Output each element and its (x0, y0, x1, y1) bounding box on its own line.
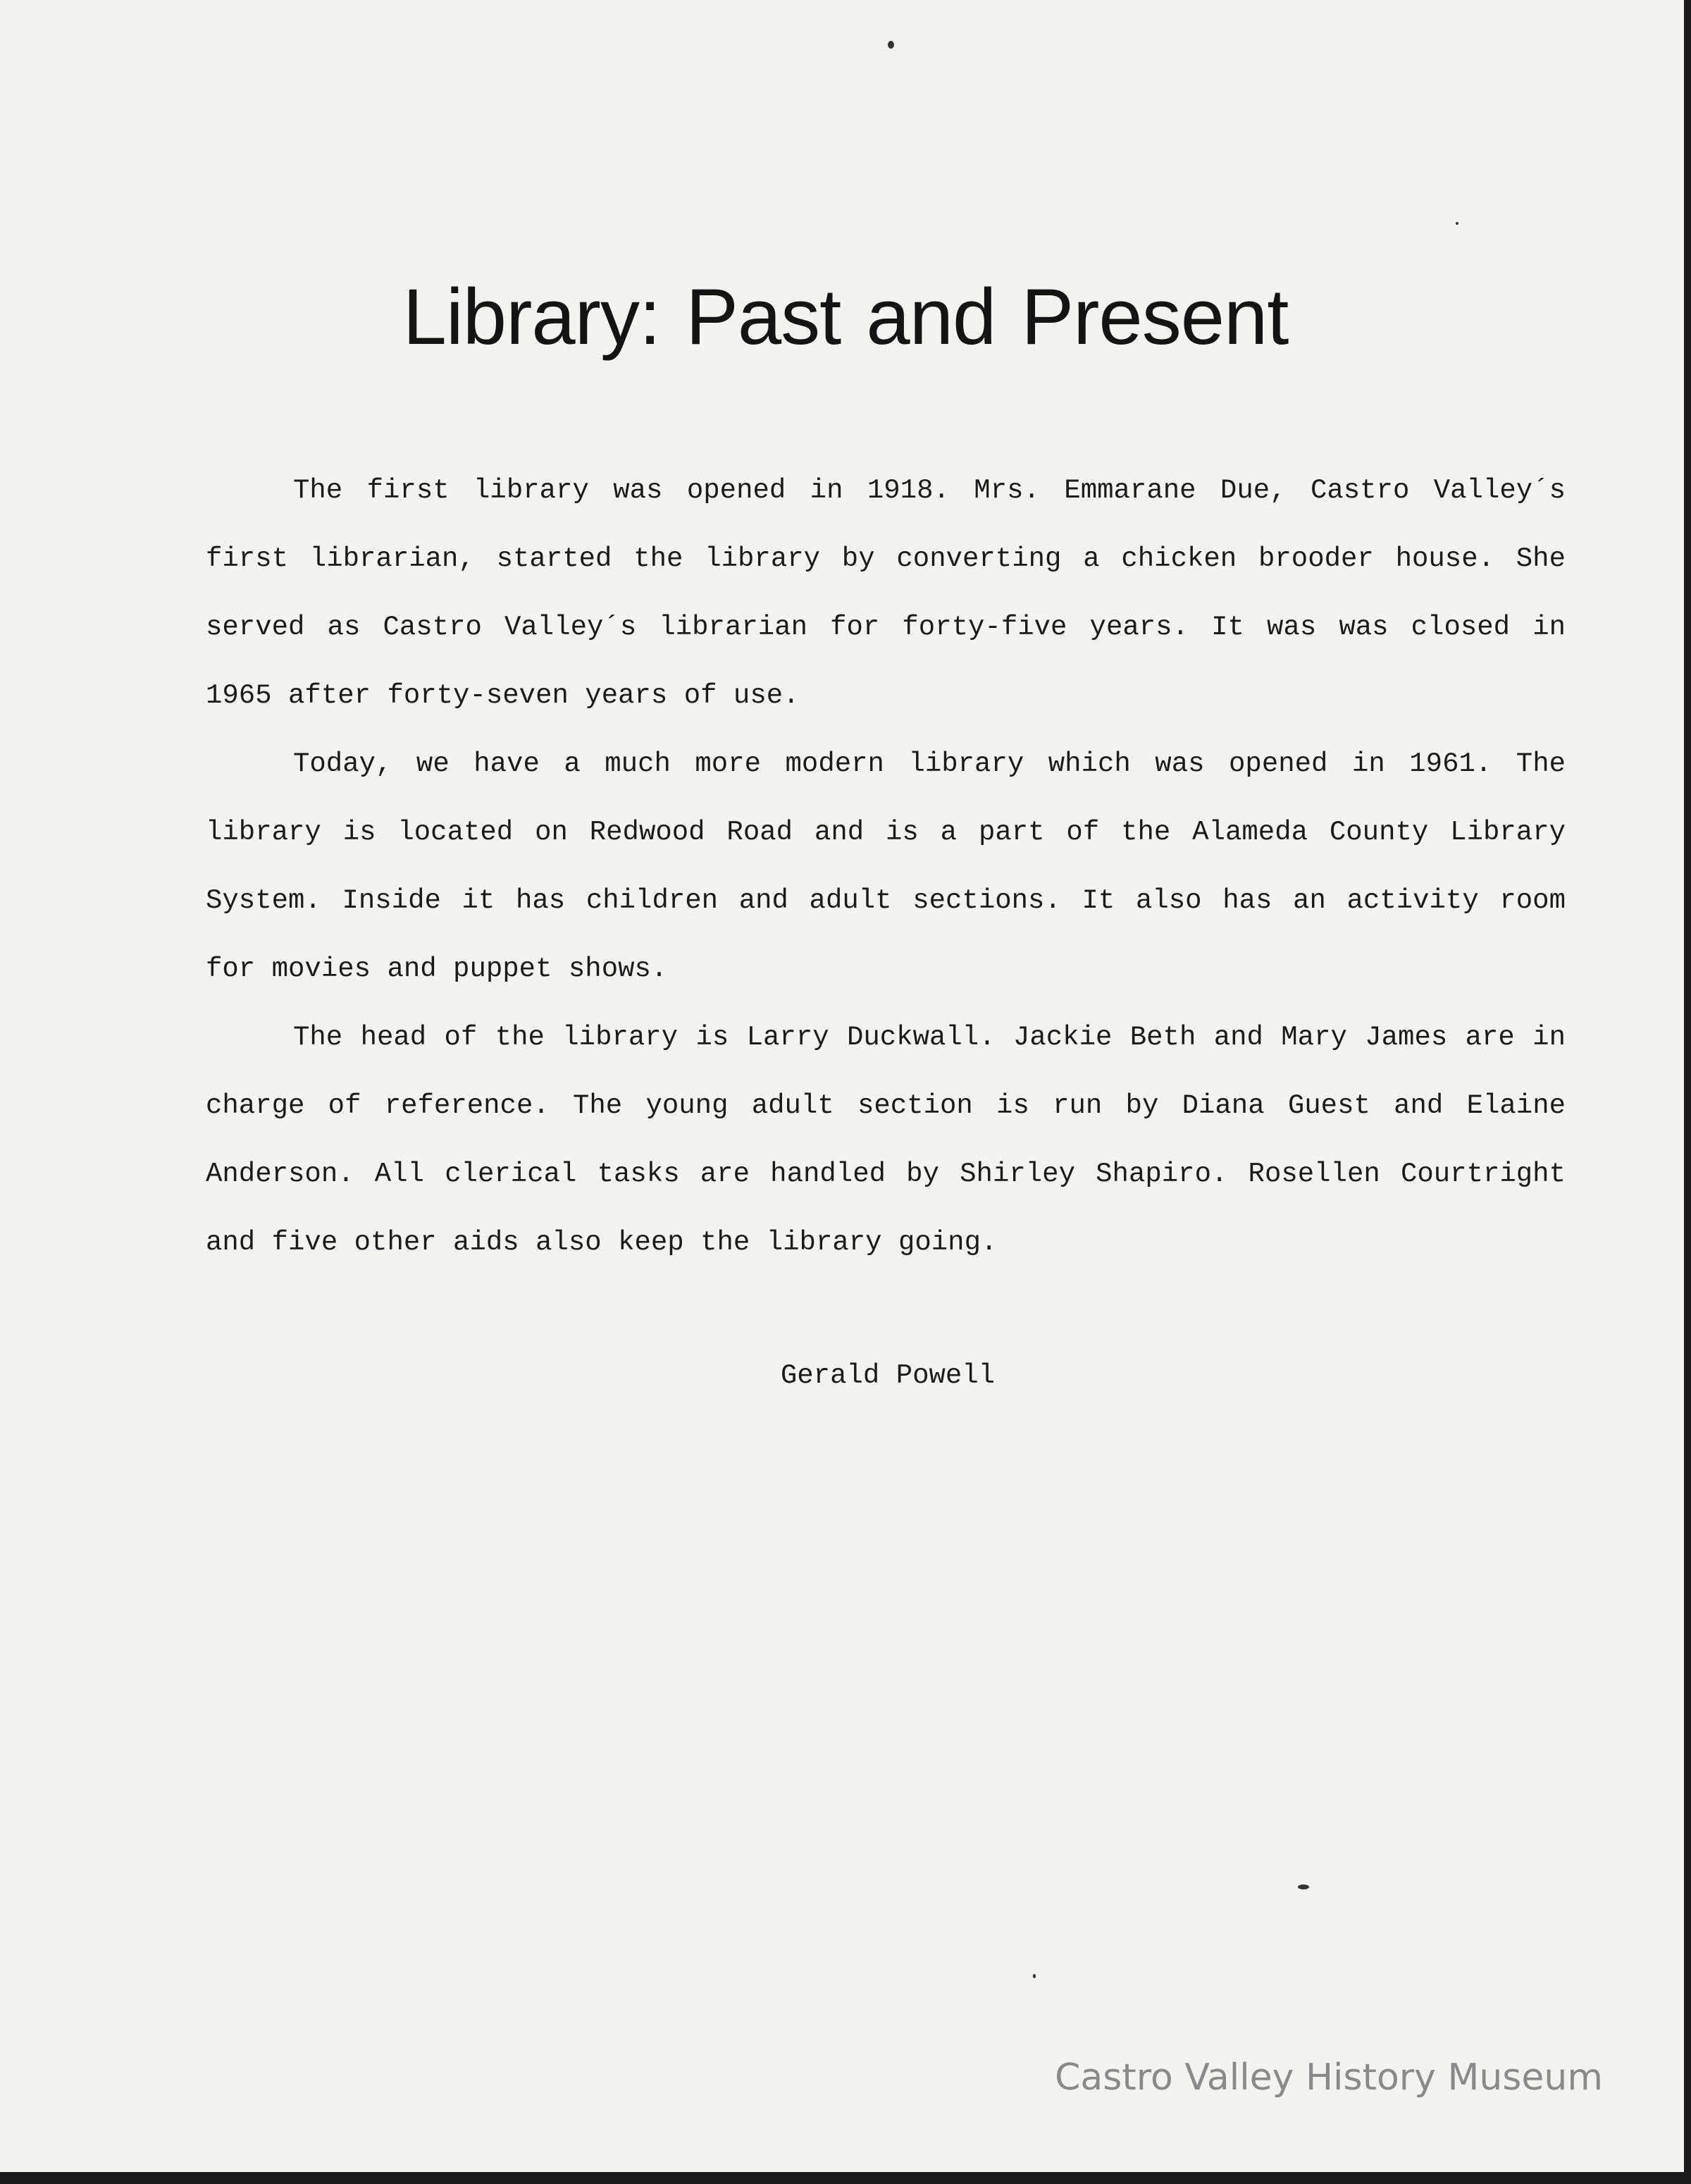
author-signature: Gerald Powell (780, 1360, 996, 1391)
paper-speck (888, 41, 894, 49)
document-body (206, 457, 1566, 1277)
paper-speck (1033, 1974, 1036, 1978)
paragraph-3: The head of the library is Larry Duckwall. Jackie Beth and Mary James are in charge of reference. The young adult section is run by Diana Guest and Elaine Anderson. All clerical tasks are handled by Shirley Shapiro. Rosellen Courtright and five other aids also keep the library going. (206, 1022, 1566, 1258)
paragraph-2: Today, we have a much more modern library which was opened in 1961. The library is located on Redwood Road and is a part of the Alameda County Library System. Inside it has children and adult sections. It also has an activity room for movies and puppet shows. (206, 748, 1566, 985)
paper-speck (1298, 1884, 1309, 1889)
document-title: Library: Past and Present (402, 273, 1289, 361)
paragraph-1: The first library was opened in 1918. Mrs. Emmarane Due, Castro Valley´s first librarian, started the library by converting a chicken brooder house. She served as Castro Valley´s librarian for forty-five years. It was was closed in 1965 after forty-seven years of use. (206, 475, 1566, 711)
museum-watermark: Castro Valley History Museum (1055, 2056, 1603, 2099)
paper-speck (1456, 222, 1458, 225)
